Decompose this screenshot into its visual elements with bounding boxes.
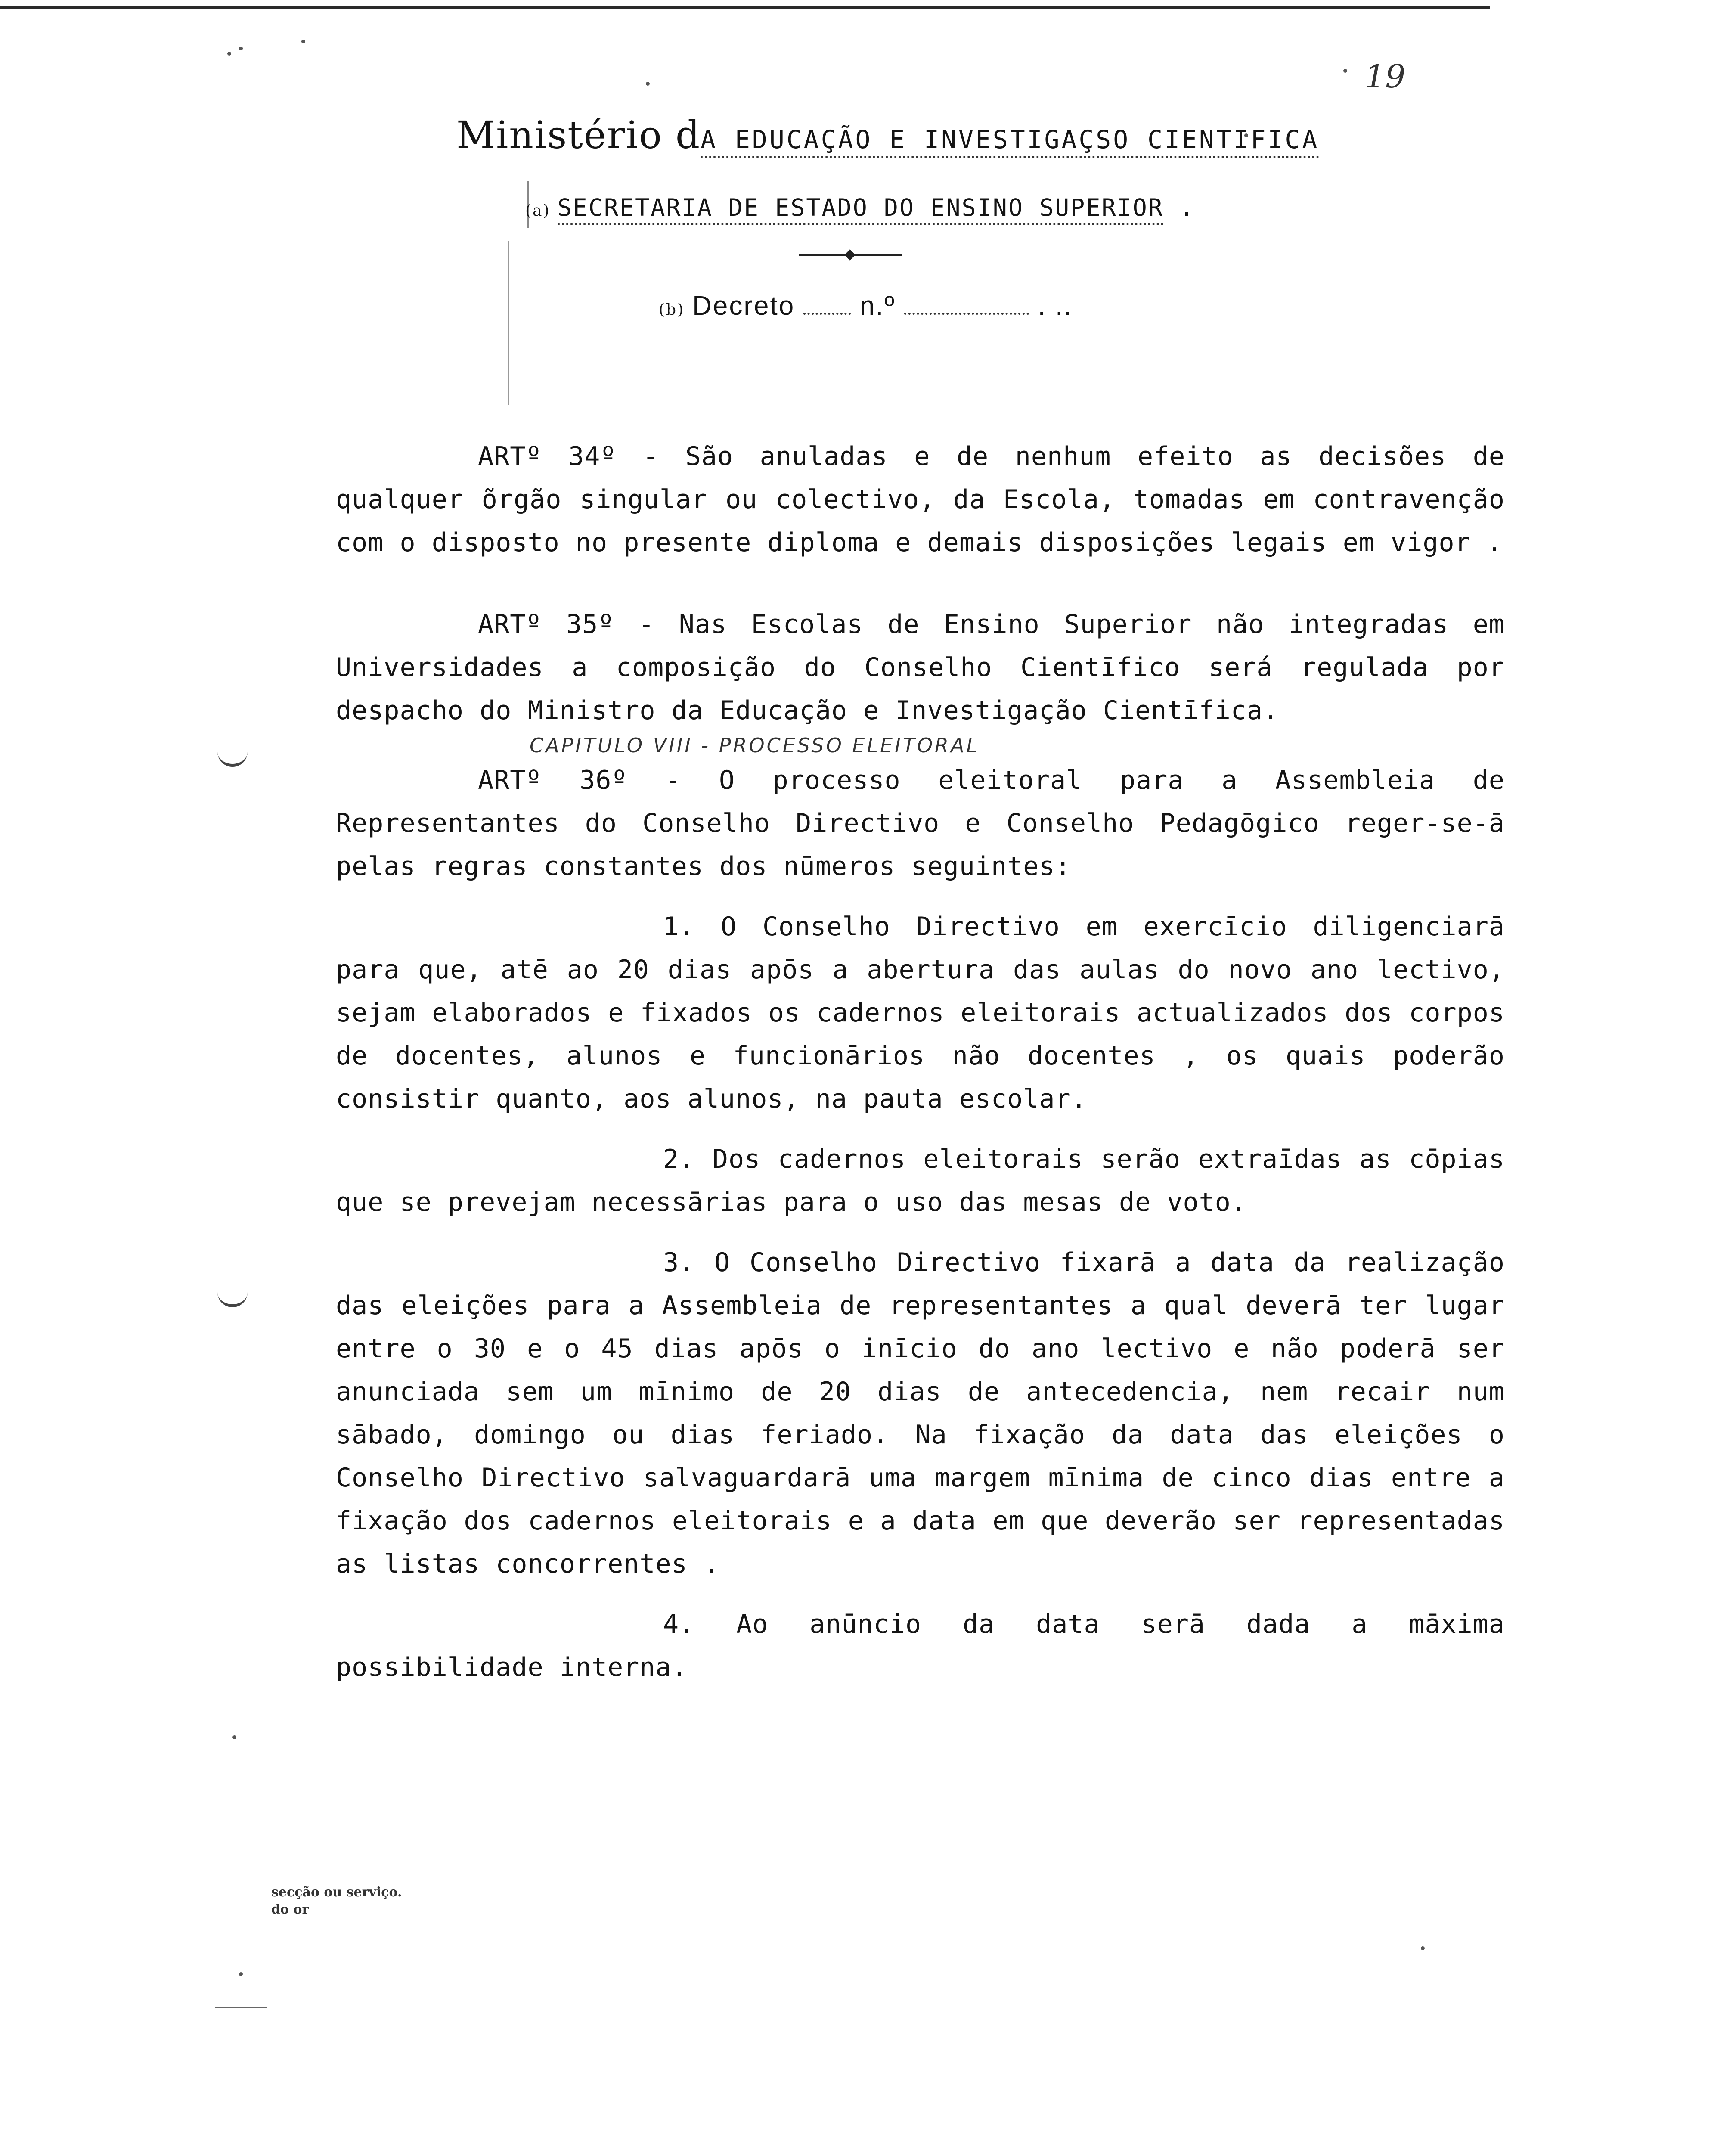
handwritten-chapter-note: CAPITULO VIII - PROCESSO ELEITORAL xyxy=(530,734,980,757)
decree-number-label: n.º xyxy=(859,291,896,321)
secretariat-name: SECRETARIA DE ESTADO DO ENSINO SUPERIOR xyxy=(558,194,1164,225)
decree-line: (b) Decreto n.º . .. xyxy=(659,291,1073,321)
top-rule xyxy=(0,6,1490,9)
decree-number-blank xyxy=(904,313,1029,315)
article-35: ARTº 35º - Nas Escolas de Ensino Superior não integradas em Universidades a composição do Conselho Cientīfico será regulada por despacho do Ministro da Educação e Investigação Cientīfica. xyxy=(336,609,1505,726)
speck xyxy=(646,82,650,86)
margin-tick-mark xyxy=(217,749,248,767)
decree-prefix: (b) xyxy=(659,301,685,319)
speck xyxy=(1421,1946,1425,1950)
footer-note xyxy=(271,1884,487,1918)
footer-note-line-2: do or xyxy=(271,1902,309,1917)
footer-note-line-1: secção ou serviço. xyxy=(271,1885,402,1900)
left-edge-line xyxy=(215,2007,267,2008)
speck xyxy=(1343,69,1347,73)
article-36-item-1: 1. O Conselho Directivo em exercīcio diligenciarā para que, atē ao 20 dias apōs a abertura das aulas do novo ano lectivo, sejam elaborados e fixados os cadernos eleitorais actualizados dos corpos de docentes, alunos e funcionārios não docentes , os quais poderão consistir quanto, aos alunos, na pauta escolar. xyxy=(336,912,1505,1114)
decree-label: Decreto xyxy=(692,291,795,321)
ministry-name: A EDUCAÇÃO E INVESTIGAÇSO CIENTIFICA xyxy=(701,125,1319,158)
speck xyxy=(239,1972,243,1976)
article-36-item-3: 3. O Conselho Directivo fixarā a data da realização das eleições para a Assembleia de representantes a qual deverā ter lugar entre o 30 e o 45 dias apōs o inīcio do ano lectivo e não poderā ser anunciada sem um mīnimo de 20 dias de antecedencia, nem recair num sābado, domingo ou dias feriado. Na fixação da data das eleições o Conselho Directivo salvaguardarā uma margem mīnima de cinco dias entre a fixação dos cadernos eleitorais e a data em que deverão ser representadas as listas concorrentes . xyxy=(336,1247,1505,1579)
article-34: ARTº 34º - São anuladas e de nenhum efeito as decisões de qualquer õrgão singular ou colectivo, da Escola, tomadas em contravenção com o disposto no presente diploma e demais disposições legais em vigor . xyxy=(336,441,1505,558)
margin-tick-mark xyxy=(217,1290,248,1307)
article-36-item-4: 4. Ao anūncio da data serā dada a māxima possibilidade interna. xyxy=(336,1609,1505,1682)
page-number: 19 xyxy=(1365,58,1406,95)
ministry-heading xyxy=(456,113,1404,157)
article-36-item-2: 2. Dos cadernos eleitorais serão extraīdas as cōpias que se prevejam necessārias para o uso das mesas de voto. xyxy=(336,1144,1505,1217)
article-36-intro: ARTº 36º - O processo eleitoral para a Assembleia de Representantes do Conselho Directivo e Conselho Pedagōgico reger-se-ā pelas regras constantes dos nūmeros seguintes: xyxy=(336,765,1505,881)
speck xyxy=(232,1735,236,1739)
secretariat-line: (a) SECRETARIA DE ESTADO DO ENSINO SUPERIOR . xyxy=(525,194,1343,221)
secretariat-prefix: (a) xyxy=(525,202,551,220)
margin-pen-line xyxy=(508,241,509,405)
speck xyxy=(227,52,231,56)
ministry-prefix: Ministério d xyxy=(456,113,701,157)
document-body xyxy=(336,435,1505,1689)
ornament-divider-dot xyxy=(844,249,855,260)
decree-blank xyxy=(803,313,851,315)
speck xyxy=(239,47,243,50)
speck xyxy=(301,40,305,43)
